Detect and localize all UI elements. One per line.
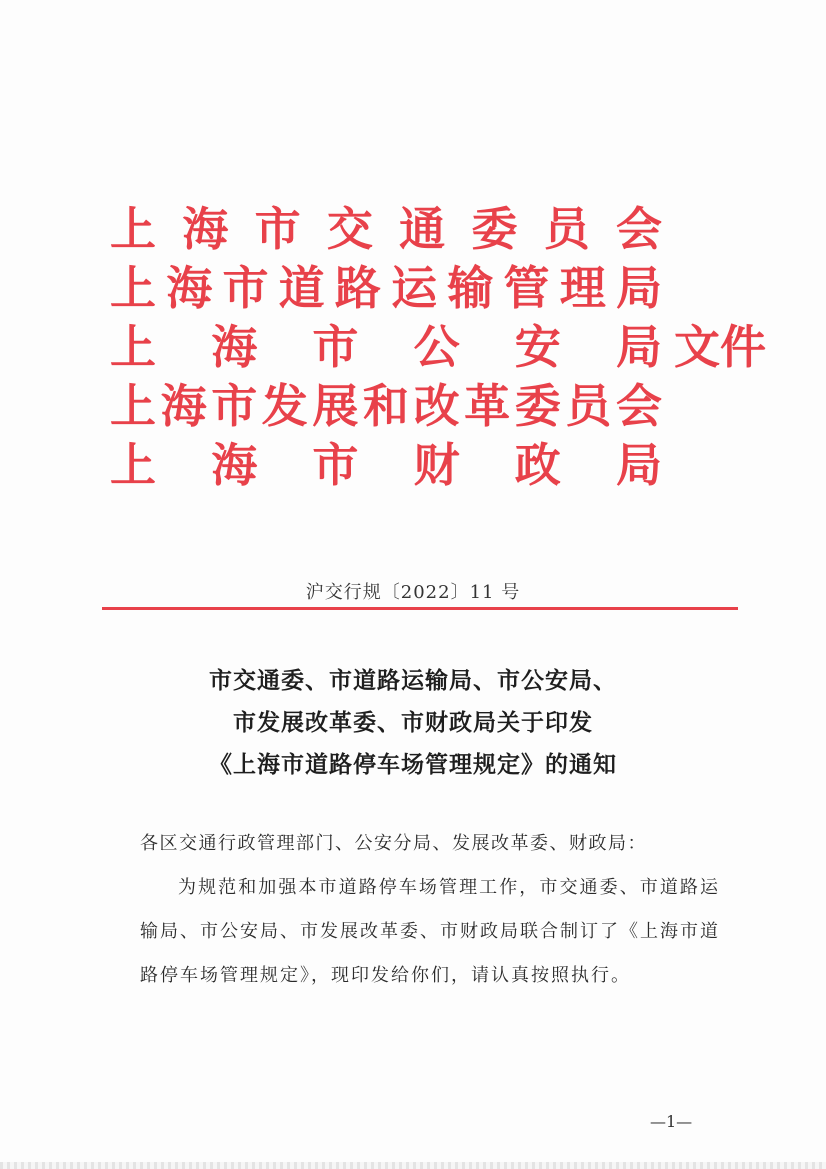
- document-number: 沪交行规〔2022〕11 号: [305, 582, 521, 603]
- document-suffix: 文件: [674, 320, 766, 374]
- org-char: 上: [110, 261, 156, 315]
- org-char: 海: [166, 261, 213, 315]
- org-char: 局: [615, 261, 662, 315]
- body-paragraph: 为规范和加强本市道路停车场管理工作，市交通委、市道路运输局、市公安局、市发展改革委、市财政局联合制订了《上海市道路停车场管理规定》，现印发给你们，请认真按照执行。: [140, 877, 720, 986]
- org-char: 市: [312, 438, 359, 492]
- org-char: 会: [615, 379, 662, 433]
- red-separator-line: [102, 607, 738, 610]
- org-name: [108, 318, 664, 376]
- org-char: 改: [413, 379, 460, 433]
- salutation: 各区交通行政管理部门、公安分局、发展改革委、财政局：: [140, 833, 647, 854]
- org-char: 海: [211, 438, 258, 492]
- org-line-transport-commission: [108, 200, 768, 258]
- org-char: 局: [615, 438, 662, 492]
- org-char: 展: [312, 379, 359, 433]
- org-char: 上: [110, 438, 156, 492]
- org-char: 输: [447, 261, 494, 315]
- org-char: 局: [615, 320, 662, 374]
- org-line-finance-bureau: [108, 436, 768, 494]
- org-char: 上: [110, 379, 156, 433]
- org-char: 通: [399, 202, 446, 256]
- org-line-road-transport-bureau: [108, 259, 768, 317]
- org-char: 交: [326, 202, 373, 256]
- org-char: 上: [110, 202, 156, 256]
- org-char: 会: [615, 202, 662, 256]
- org-char: 市: [211, 379, 258, 433]
- document-title: [0, 660, 826, 786]
- org-char: 海: [211, 320, 258, 374]
- org-char: 安: [514, 320, 561, 374]
- org-char: 财: [413, 438, 460, 492]
- title-line-3: 《上海市道路停车场管理规定》的通知: [209, 751, 617, 778]
- org-line-public-security-bureau: [108, 318, 768, 376]
- org-name: [108, 436, 664, 494]
- org-char: 上: [110, 320, 156, 374]
- org-char: 员: [565, 379, 612, 433]
- page-number: —1—: [650, 1112, 693, 1131]
- org-char: 路: [334, 261, 381, 315]
- org-char: 运: [391, 261, 438, 315]
- org-char: 政: [514, 438, 561, 492]
- org-char: 道: [278, 261, 325, 315]
- document-body: [140, 822, 720, 998]
- scan-edge-artifact: [0, 1162, 826, 1169]
- org-char: 委: [514, 379, 561, 433]
- org-name: [108, 259, 664, 317]
- org-char: 发: [261, 379, 308, 433]
- org-char: 委: [471, 202, 518, 256]
- org-char: 公: [413, 320, 460, 374]
- title-line-2: 市发展改革委、市财政局关于印发: [233, 709, 593, 736]
- org-char: 管: [503, 261, 550, 315]
- org-line-development-reform-commission: [108, 377, 768, 435]
- org-char: 市: [222, 261, 269, 315]
- org-name: [108, 200, 664, 258]
- org-char: 海: [160, 379, 207, 433]
- org-char: 和: [362, 379, 409, 433]
- title-line-1: 市交通委、市道路运输局、市公安局、: [209, 667, 617, 694]
- org-char: 市: [312, 320, 359, 374]
- org-char: 理: [559, 261, 606, 315]
- issuing-organs-header: [108, 200, 768, 495]
- org-char: 革: [464, 379, 511, 433]
- org-name: [108, 377, 664, 435]
- org-char: 员: [543, 202, 590, 256]
- org-char: 市: [254, 202, 301, 256]
- org-char: 海: [182, 202, 229, 256]
